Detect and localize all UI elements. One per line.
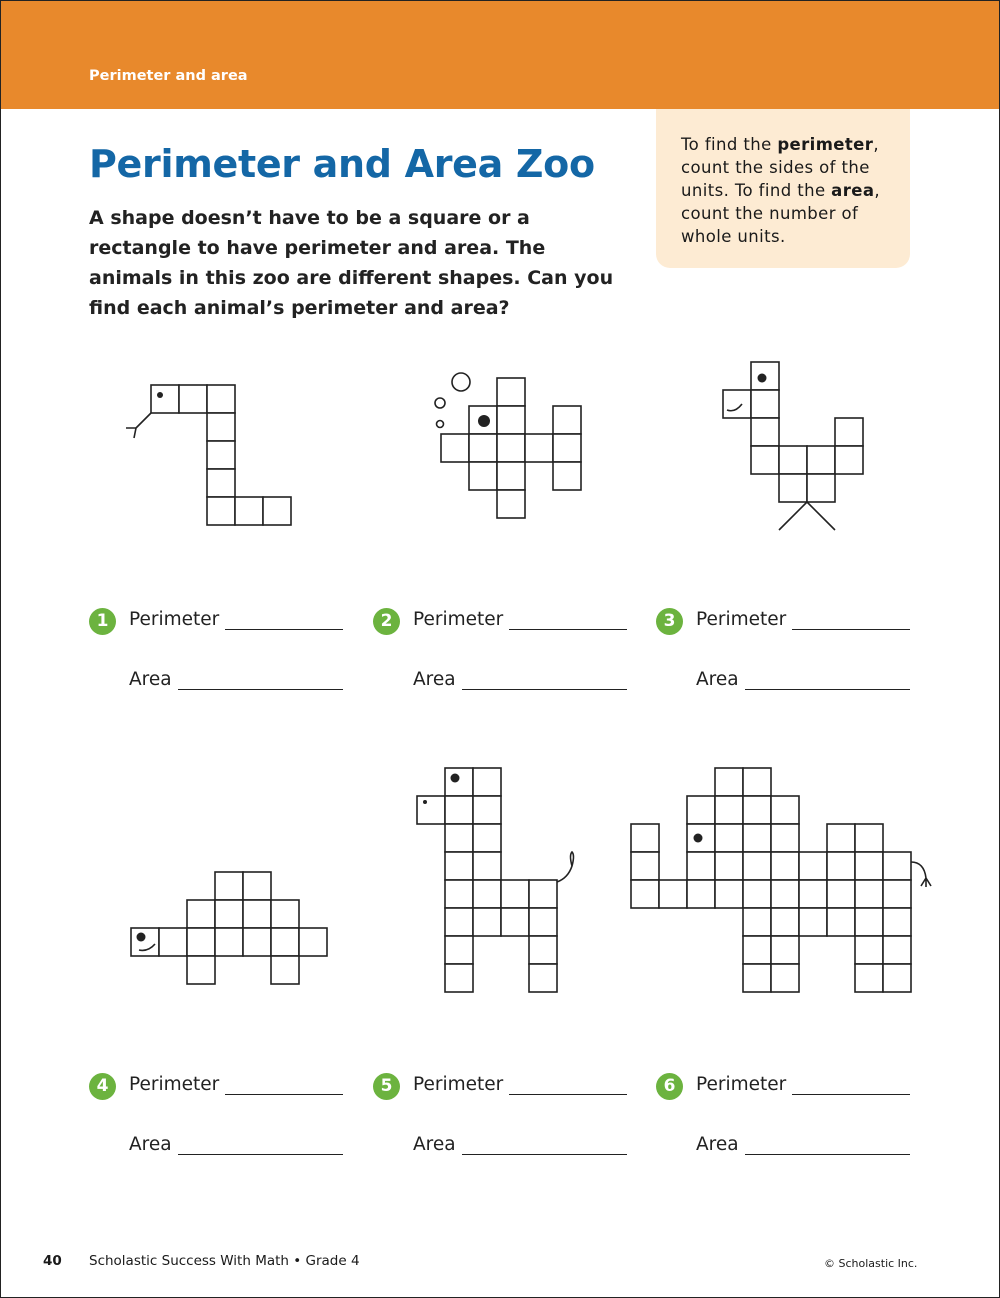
problem-5 (373, 1073, 627, 1163)
area-answer-line[interactable] (745, 1154, 910, 1155)
area-label: Area (129, 669, 172, 690)
page-number: 40 (43, 1253, 62, 1269)
intro-text: A shape doesn’t have to be a square or a rectangle to have perimeter and area. The animals in this zoo are different shapes. Can you find each animal’s perimeter and area? (89, 207, 614, 319)
footer-copyright: © Scholastic Inc. (824, 1257, 918, 1270)
problem-3 (656, 608, 910, 698)
perimeter-answer-line[interactable] (792, 1094, 910, 1095)
problem-number-badge: 3 (656, 608, 683, 635)
problem-6 (656, 1073, 910, 1163)
tip-text-2: , count the sides of the units. To find the (681, 135, 879, 200)
problem-number-badge: 4 (89, 1073, 116, 1100)
perimeter-answer-line[interactable] (225, 629, 343, 630)
area-answer-line[interactable] (462, 689, 627, 690)
footer-book-title: Scholastic Success With Math • Grade 4 (89, 1253, 360, 1269)
section-label: Perimeter and area (89, 68, 248, 84)
perimeter-label: Perimeter (413, 609, 504, 630)
area-answer-line[interactable] (178, 689, 343, 690)
problem-number-badge: 5 (373, 1073, 400, 1100)
page-title: Perimeter and Area Zoo (89, 142, 595, 186)
problem-number-badge: 1 (89, 608, 116, 635)
tip-bold-area: area (831, 181, 875, 200)
problem-1 (89, 608, 343, 698)
perimeter-answer-line[interactable] (225, 1094, 343, 1095)
area-answer-line[interactable] (178, 1154, 343, 1155)
area-label: Area (413, 669, 456, 690)
perimeter-label: Perimeter (129, 1074, 220, 1095)
area-label: Area (129, 1134, 172, 1155)
perimeter-answer-line[interactable] (509, 1094, 627, 1095)
problem-number-badge: 2 (373, 608, 400, 635)
problem-4 (89, 1073, 343, 1163)
area-answer-line[interactable] (462, 1154, 627, 1155)
area-label: Area (696, 1134, 739, 1155)
perimeter-label: Perimeter (696, 609, 787, 630)
header-band (1, 1, 999, 109)
area-label: Area (696, 669, 739, 690)
perimeter-label: Perimeter (129, 609, 220, 630)
problem-number-badge: 6 (656, 1073, 683, 1100)
perimeter-label: Perimeter (696, 1074, 787, 1095)
problem-2 (373, 608, 627, 698)
tip-box (656, 109, 910, 268)
area-label: Area (413, 1134, 456, 1155)
perimeter-answer-line[interactable] (509, 629, 627, 630)
tip-bold-perimeter: perimeter (777, 135, 874, 154)
perimeter-label: Perimeter (413, 1074, 504, 1095)
tip-text-1: To find the (681, 135, 778, 154)
area-answer-line[interactable] (745, 689, 910, 690)
perimeter-answer-line[interactable] (792, 629, 910, 630)
tip-text-3: , count the number of whole units. (681, 181, 881, 246)
